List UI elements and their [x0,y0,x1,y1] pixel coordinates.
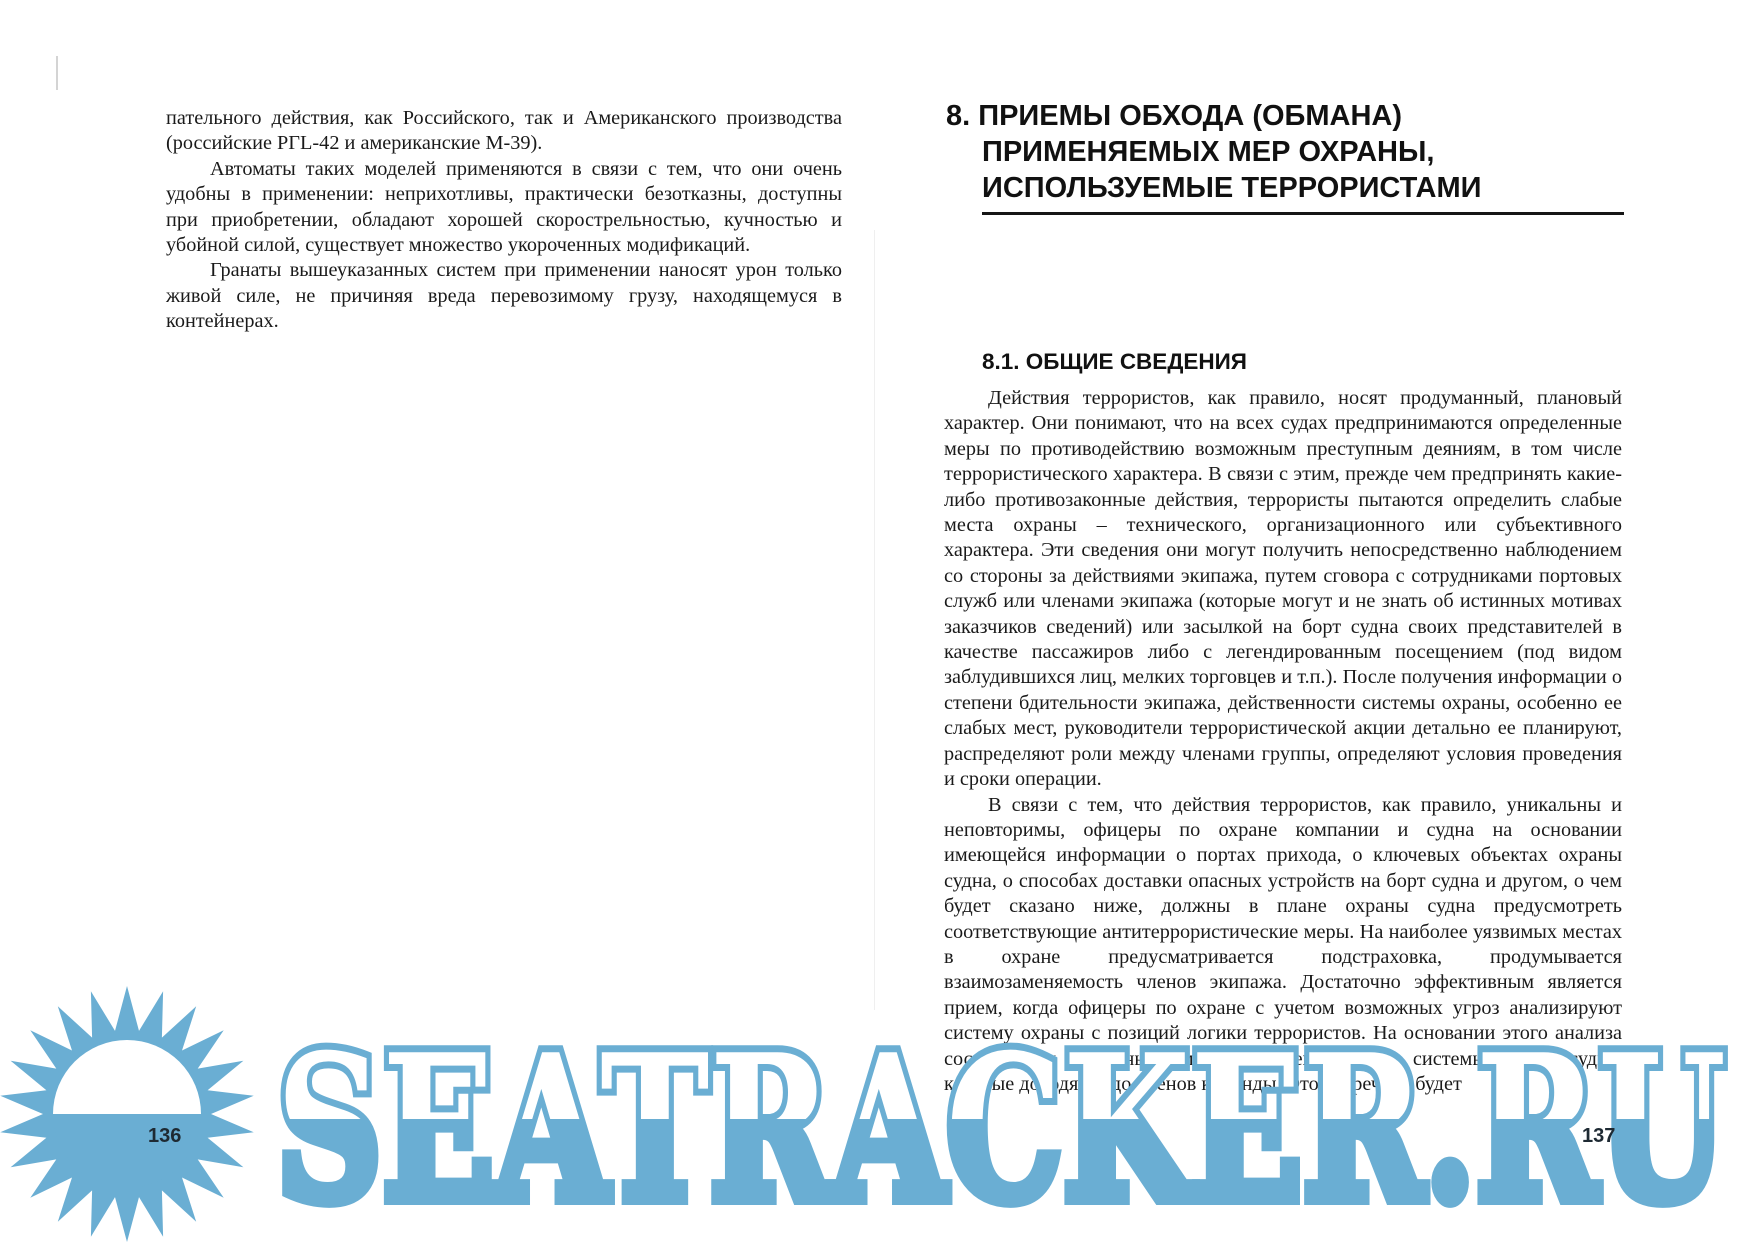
paragraph: Действия террористов, как правило, носят продуманный, плановый характер. Они понимают, что на всех судах предпринимаются определенные меры по противодействию возможным преступным деяниям, в том числе террористического характера. В связи с этим, прежде чем предпринять какие-либо противозаконные действия, террористы пытаются определить слабые места охраны – технического, организационного или субъективного характера. Эти сведения они могут получить непосредственно наблюдением со стороны за действиями экипажа, путем сговора с сотрудниками портовых служб или членами экипажа (которые могут и не знать об истинных мотивах заказчиков сведений) или засылкой на борт судна своих представителей в качестве пассажиров либо с легендированным посещением (под видом заблудившихся лиц, мелких торговцев и т.п.). После получения информации о степени бдительности экипажа, действенности системы охраны, особенно ее слабых мест, руководители террористической акции детально ее планируют, распределяют роли между членами группы, определяют условия проведения и сроки операции. [944,387,1622,791]
page-number: 136 [148,1125,182,1147]
paragraph: В связи с тем, что действия террористов, как правило, уникальны и неповторимы, офицеры по охране компании и судна на основании имеющейся информации о портах прихода, о ключевых объектах охраны судна, о способах доставки опасных устройств на борт судна и другом, о чем будет сказано ниже, должны в плане охраны судна предусмотреть соответствующие антитеррористические меры. На наиболее уязвимых местах в охране предусматривается подстраховка, продумывается взаимозаменяемость членов экипажа. Достаточно эффективным является прием, когда офицеры по охране с учетом возможных угроз анализируют систему охраны с позиций логики террористов. На основании этого анализа составляется перечень возможных приемов обхода системы охраны судна, которые доводятся до членов команды. Этот перечень будет [944,793,1622,1095]
chapter-heading: 8. ПРИЕМЫ ОБХОДА (ОБМАНА) ПРИМЕНЯЕМЫХ МЕР ОХРАНЫ, ИСПОЛЬЗУЕМЫЕ ТЕРРОРИСТАМИ [946,100,1482,204]
paragraph: Гранаты вышеуказанных систем при применении наносят урон только живой силе, не причиняя вреда перевозимому грузу, находящемуся в контейнерах. [166,259,842,333]
watermark-text: SEATRACKER.RU [276,1022,1726,1222]
watermark [276,1022,1736,1222]
paragraph: Автоматы таких моделей применяются в связи с тем, что они очень удобны в применении: неприхотливы, практически безотказны, доступны при приобретении, обладают хорошей скорострельностью, кучностью и убойной силой, существует множество укороченных модификаций. [166,157,842,257]
right-body-text [944,386,1622,1097]
paragraph: пательного действия, как Российского, так и Американского производства (российские РГL-42 и американские М-39). [166,107,842,155]
scan-margin-mark [56,56,58,90]
sun-icon [0,983,258,1245]
book-gutter [874,230,875,1010]
section-heading: 8.1. ОБЩИЕ СВЕДЕНИЯ [982,349,1247,374]
chapter-rule [982,212,1624,215]
page-number: 137 [1582,1125,1616,1147]
left-body-text [166,106,842,335]
